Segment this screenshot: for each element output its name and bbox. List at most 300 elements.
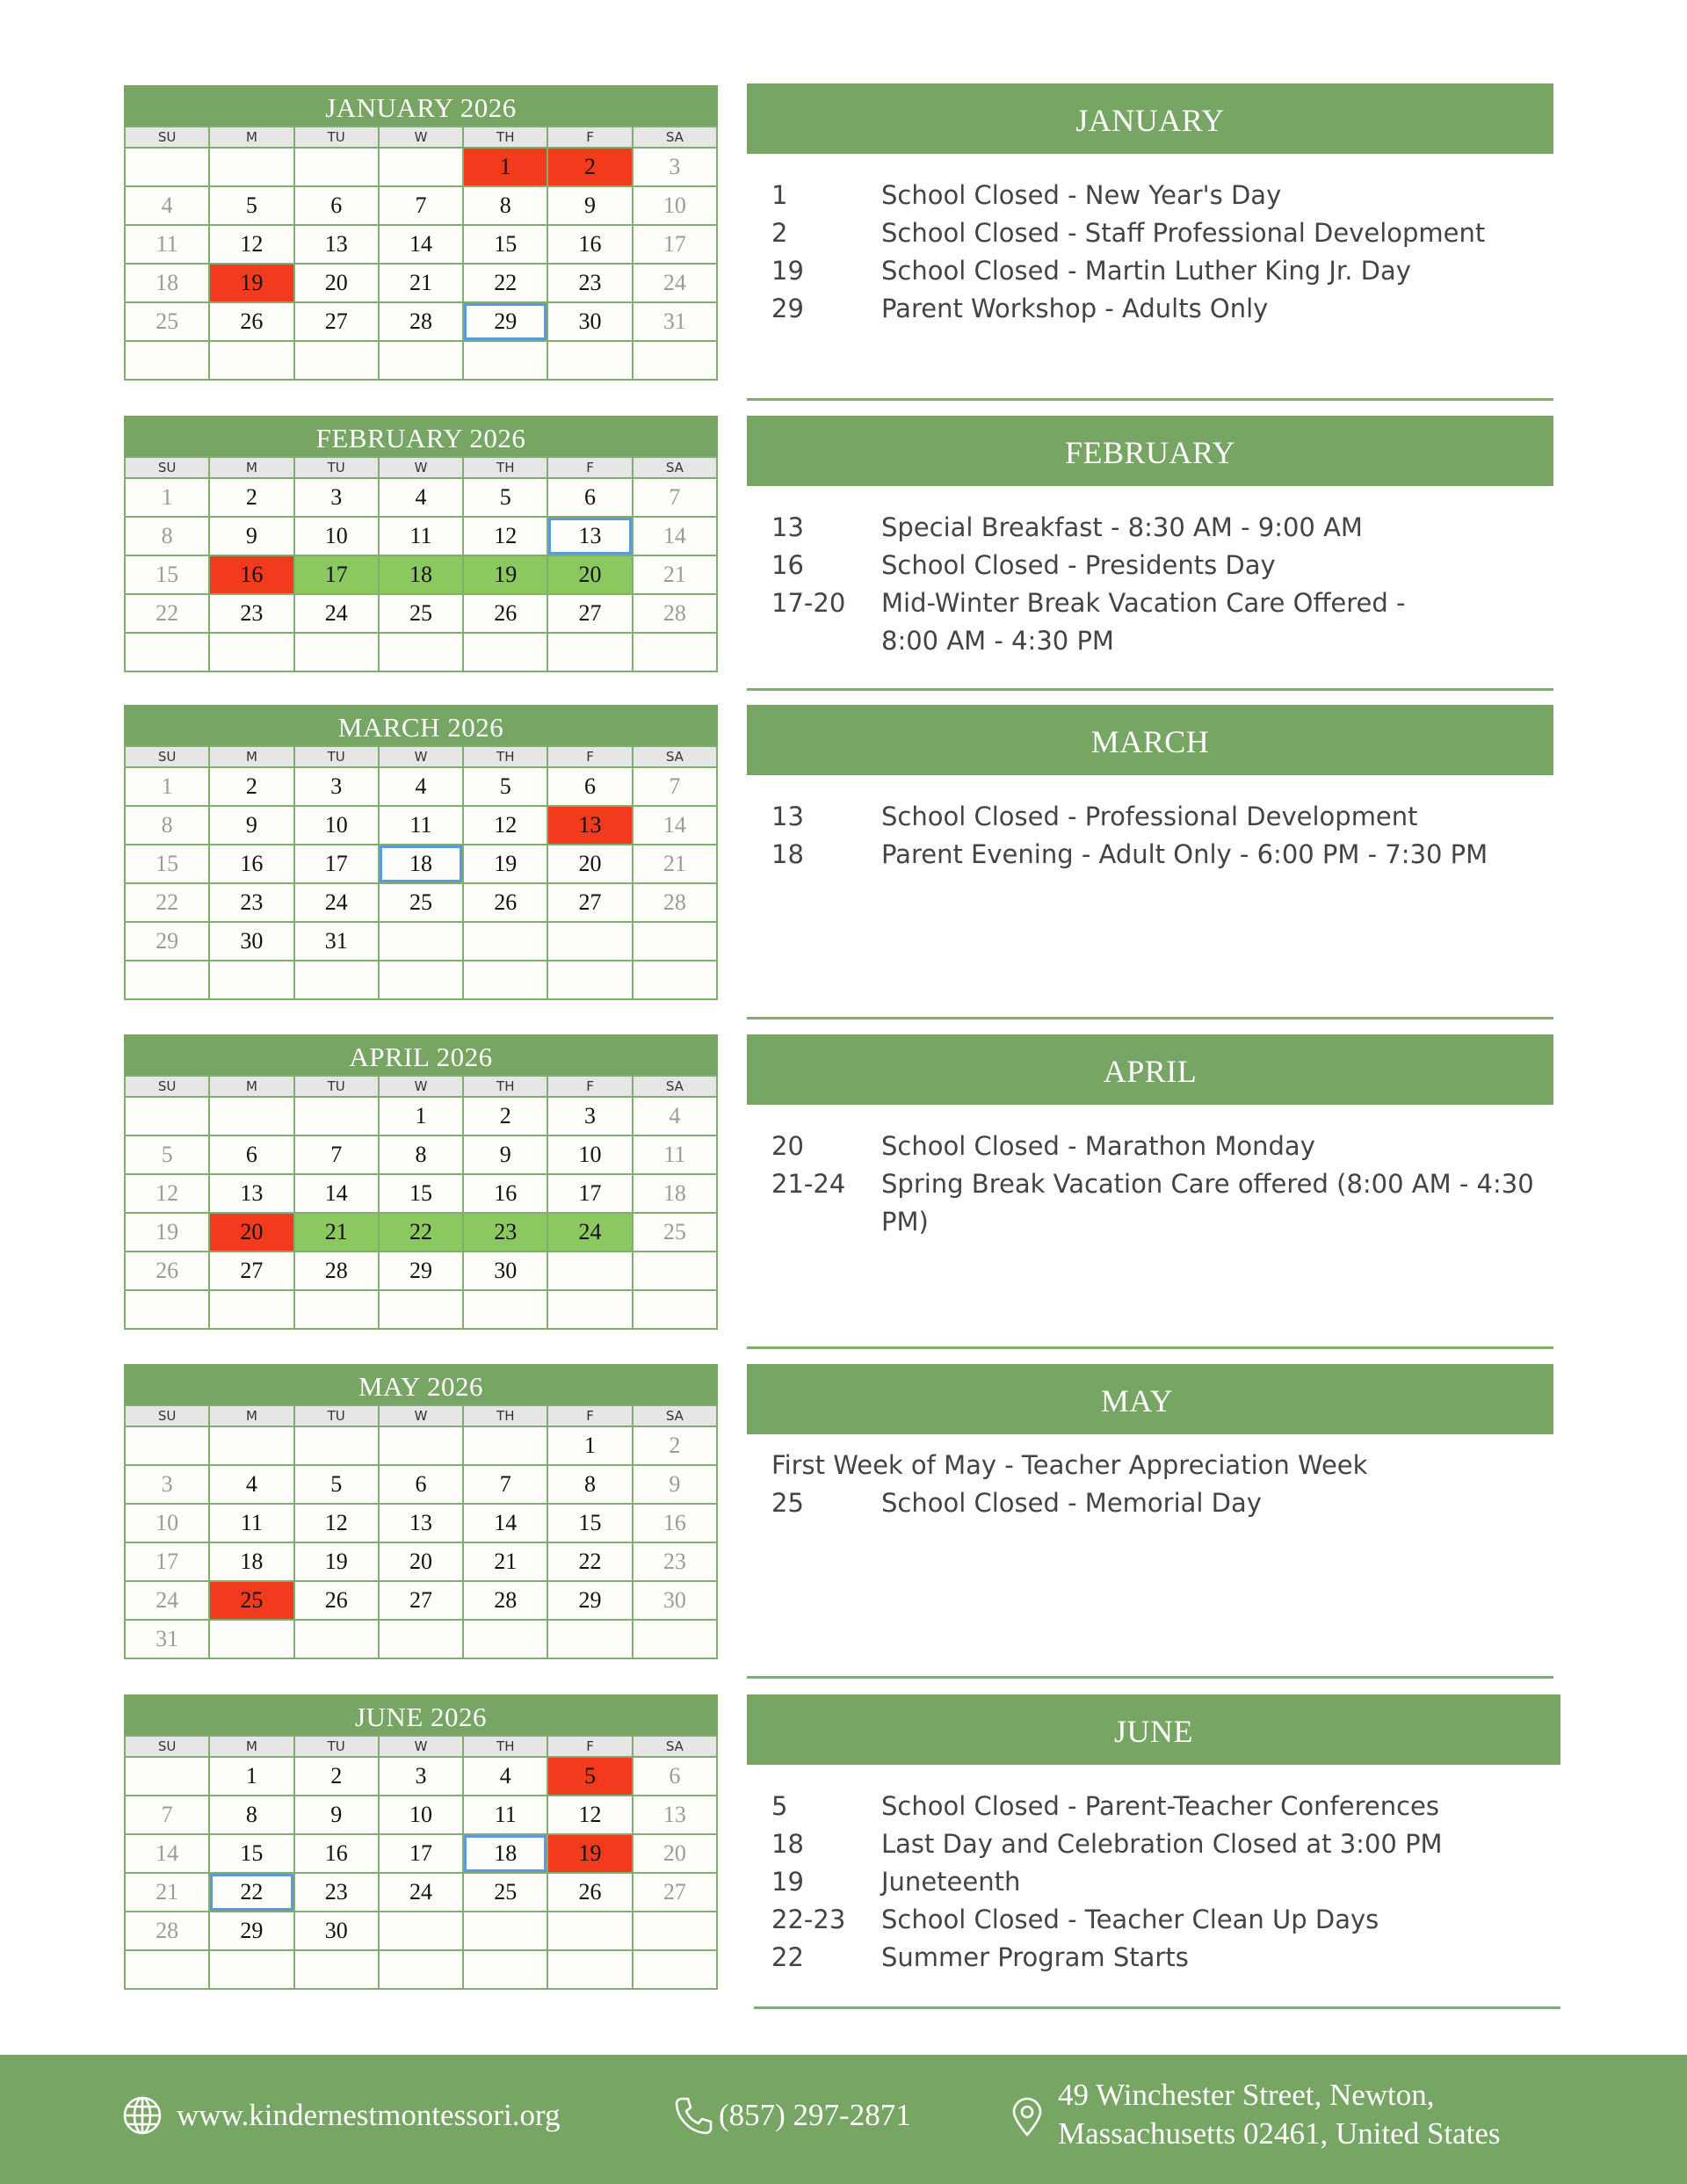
day-cell: 5: [125, 1136, 209, 1174]
week-row: [125, 1174, 717, 1213]
day-cell: 11: [379, 806, 463, 845]
calendar-january: [124, 85, 718, 381]
day-cell: 4: [633, 1097, 717, 1136]
week-row: [125, 148, 717, 186]
day-cell: [379, 1620, 463, 1658]
day-cell: 6: [547, 767, 632, 806]
weekday-header: F: [547, 1736, 632, 1757]
day-cell: 16: [209, 555, 293, 594]
day-cell: 15: [209, 1834, 293, 1873]
day-cell: 13: [209, 1174, 293, 1213]
week-row: [125, 1097, 717, 1136]
day-cell: 7: [633, 767, 717, 806]
day-cell: 11: [463, 1796, 547, 1834]
day-cell: 11: [125, 225, 209, 264]
day-cell: [209, 961, 293, 999]
day-cell: 1: [125, 767, 209, 806]
weekday-header: TH: [463, 1076, 547, 1097]
day-cell: 21: [463, 1542, 547, 1581]
event-date: 21-24: [771, 1169, 846, 1199]
day-cell: [547, 961, 632, 999]
week-row: [125, 1213, 717, 1252]
day-cell: 19: [294, 1542, 379, 1581]
weekday-header: W: [379, 1736, 463, 1757]
day-cell: 18: [379, 555, 463, 594]
day-cell: [125, 1950, 209, 1989]
day-cell: 2: [209, 767, 293, 806]
weekday-header: TU: [294, 127, 379, 148]
day-cell: 12: [125, 1174, 209, 1213]
day-cell: 15: [463, 225, 547, 264]
day-cell: 15: [547, 1504, 632, 1542]
day-cell: 26: [209, 302, 293, 341]
day-cell: 3: [294, 767, 379, 806]
event-text: School Closed - Memorial Day: [881, 1488, 1262, 1518]
day-cell: [294, 633, 379, 671]
day-cell: 30: [547, 302, 632, 341]
day-cell: 17: [379, 1834, 463, 1873]
day-cell: 31: [125, 1620, 209, 1658]
day-cell: 14: [379, 225, 463, 264]
day-cell: 31: [294, 922, 379, 961]
day-cell: 29: [547, 1581, 632, 1620]
day-cell: [463, 922, 547, 961]
week-row: [125, 478, 717, 517]
event-text: Last Day and Celebration Closed at 3:00 PM: [881, 1829, 1443, 1859]
day-cell: [633, 922, 717, 961]
weekday-header: SU: [125, 127, 209, 148]
weekday-header: SU: [125, 1076, 209, 1097]
day-cell: 26: [547, 1873, 632, 1912]
day-cell: 19: [463, 845, 547, 883]
day-cell: 2: [209, 478, 293, 517]
day-cell: [379, 341, 463, 380]
weekday-header: F: [547, 1405, 632, 1426]
day-cell: 2: [294, 1757, 379, 1796]
day-cell: 17: [633, 225, 717, 264]
day-cell: [379, 922, 463, 961]
day-cell: 19: [209, 264, 293, 302]
event-item: [771, 798, 1553, 836]
day-cell: 30: [294, 1912, 379, 1950]
footer-phone[interactable]: [673, 2095, 911, 2136]
day-cell: [547, 633, 632, 671]
weekday-header: SA: [633, 1736, 717, 1757]
event-item: [771, 252, 1553, 290]
day-cell: 26: [294, 1581, 379, 1620]
day-cell: 27: [633, 1873, 717, 1912]
event-date: 2: [771, 218, 788, 248]
day-cell: [209, 148, 293, 186]
events-title: JUNE: [747, 1694, 1560, 1765]
calendar-may: [124, 1364, 718, 1659]
day-cell: 5: [463, 478, 547, 517]
day-cell: 23: [209, 594, 293, 633]
day-cell: 24: [379, 1873, 463, 1912]
day-cell: 9: [209, 806, 293, 845]
footer-bar: [0, 2055, 1687, 2184]
day-cell: 3: [379, 1757, 463, 1796]
event-text: School Closed - New Year's Day: [881, 180, 1282, 210]
day-cell: 27: [294, 302, 379, 341]
event-item: [771, 1825, 1560, 1863]
event-date: 17-20: [771, 588, 846, 618]
footer-address: [1010, 2076, 1501, 2153]
event-text: School Closed - Parent-Teacher Conferences: [881, 1791, 1439, 1821]
day-cell: 20: [547, 555, 632, 594]
weekday-header: SU: [125, 1736, 209, 1757]
day-cell: 24: [294, 594, 379, 633]
day-cell: [209, 633, 293, 671]
event-date: 20: [771, 1131, 804, 1161]
week-row: [125, 1757, 717, 1796]
day-cell: 22: [125, 594, 209, 633]
event-text: Summer Program Starts: [881, 1942, 1189, 1972]
weekday-header: W: [379, 127, 463, 148]
day-cell: 26: [463, 594, 547, 633]
events-list: [747, 486, 1553, 660]
day-cell: [463, 1620, 547, 1658]
day-cell: 19: [463, 555, 547, 594]
day-cell: 3: [294, 478, 379, 517]
day-cell: 24: [547, 1213, 632, 1252]
weekday-header: M: [209, 1736, 293, 1757]
event-text: 8:00 AM - 4:30 PM: [881, 626, 1114, 656]
day-cell: 8: [125, 806, 209, 845]
day-cell: 11: [209, 1504, 293, 1542]
day-cell: [463, 1426, 547, 1465]
event-date: 18: [771, 1829, 804, 1859]
day-cell: [209, 1950, 293, 1989]
day-cell: [209, 1097, 293, 1136]
day-cell: 25: [379, 883, 463, 922]
day-cell: 12: [463, 806, 547, 845]
day-cell: [209, 1620, 293, 1658]
day-cell: [125, 1097, 209, 1136]
day-cell: 25: [463, 1873, 547, 1912]
day-cell: 20: [209, 1213, 293, 1252]
day-cell: 27: [379, 1581, 463, 1620]
weekday-header: SU: [125, 1405, 209, 1426]
event-item: [771, 1939, 1560, 1977]
events-title: JANUARY: [747, 83, 1553, 154]
day-cell: 6: [379, 1465, 463, 1504]
week-row: [125, 1620, 717, 1658]
week-row: [125, 555, 717, 594]
day-cell: 9: [209, 517, 293, 555]
footer-website[interactable]: [122, 2095, 560, 2136]
day-cell: [379, 148, 463, 186]
weekday-header: SU: [125, 457, 209, 478]
week-row: [125, 922, 717, 961]
day-cell: 25: [633, 1213, 717, 1252]
day-cell: 15: [125, 555, 209, 594]
weekday-header: TH: [463, 457, 547, 478]
day-cell: 7: [294, 1136, 379, 1174]
weekday-header: TH: [463, 1405, 547, 1426]
day-cell: 12: [547, 1796, 632, 1834]
calendar-march: [124, 705, 718, 1000]
day-cell: [547, 922, 632, 961]
day-cell: 23: [547, 264, 632, 302]
weekday-header: SA: [633, 1076, 717, 1097]
event-text: Spring Break Vacation Care offered (8:00 AM - 4:30 PM): [881, 1169, 1534, 1237]
day-cell: 1: [547, 1426, 632, 1465]
event-date: 13: [771, 512, 804, 542]
weekday-header: SU: [125, 746, 209, 767]
day-cell: 21: [633, 845, 717, 883]
event-text: Juneteenth: [881, 1867, 1021, 1897]
day-cell: [294, 1426, 379, 1465]
events-february: [747, 416, 1553, 691]
day-cell: 8: [209, 1796, 293, 1834]
day-cell: 20: [633, 1834, 717, 1873]
week-row: [125, 1581, 717, 1620]
day-cell: 19: [125, 1213, 209, 1252]
day-cell: 13: [547, 517, 632, 555]
event-item: [771, 290, 1553, 328]
weekday-header: SA: [633, 746, 717, 767]
day-cell: [633, 1912, 717, 1950]
day-cell: 18: [379, 845, 463, 883]
address-text: [1058, 2076, 1501, 2153]
day-cell: [125, 633, 209, 671]
day-cell: 21: [125, 1873, 209, 1912]
day-cell: [547, 1620, 632, 1658]
events-list: [747, 1105, 1553, 1241]
calendar-title: FEBRUARY 2026: [124, 416, 718, 456]
day-cell: 8: [379, 1136, 463, 1174]
day-cell: [294, 1290, 379, 1329]
event-date: 19: [771, 256, 804, 286]
events-january: [747, 83, 1553, 401]
day-cell: 23: [209, 883, 293, 922]
calendar-grid: [124, 1735, 718, 1990]
weekday-header: M: [209, 1076, 293, 1097]
day-cell: 23: [294, 1873, 379, 1912]
day-cell: 29: [379, 1252, 463, 1290]
day-cell: 30: [633, 1581, 717, 1620]
day-cell: [294, 1620, 379, 1658]
day-cell: 14: [633, 517, 717, 555]
day-cell: [463, 341, 547, 380]
week-row: [125, 1950, 717, 1989]
weekday-header: TU: [294, 1736, 379, 1757]
day-cell: 10: [125, 1504, 209, 1542]
day-cell: 13: [294, 225, 379, 264]
day-cell: [379, 1426, 463, 1465]
day-cell: [379, 961, 463, 999]
day-cell: 23: [633, 1542, 717, 1581]
event-text: First Week of May - Teacher Appreciation Week: [771, 1450, 1368, 1480]
day-cell: 22: [209, 1873, 293, 1912]
day-cell: 15: [125, 845, 209, 883]
calendar-april: [124, 1034, 718, 1330]
events-list: [747, 775, 1553, 874]
day-cell: [633, 961, 717, 999]
event-text: School Closed - Teacher Clean Up Days: [881, 1905, 1379, 1934]
phone-number[interactable]: (857) 297-2871: [719, 2098, 911, 2132]
week-row: [125, 767, 717, 806]
event-date: 13: [771, 802, 804, 831]
day-cell: [463, 1950, 547, 1989]
events-june: [754, 1694, 1560, 2009]
event-item: [771, 1447, 1553, 1484]
calendar-grid: [124, 456, 718, 672]
day-cell: [209, 1290, 293, 1329]
calendar-title: MARCH 2026: [124, 705, 718, 745]
week-row: [125, 1542, 717, 1581]
event-date: 5: [771, 1791, 788, 1821]
day-cell: 18: [463, 1834, 547, 1873]
day-cell: [379, 1912, 463, 1950]
day-cell: 18: [633, 1174, 717, 1213]
day-cell: 3: [633, 148, 717, 186]
week-row: [125, 1426, 717, 1465]
day-cell: 15: [379, 1174, 463, 1213]
weekday-header: TH: [463, 746, 547, 767]
events-list: [754, 1765, 1560, 1977]
weekday-header: W: [379, 457, 463, 478]
day-cell: 25: [379, 594, 463, 633]
day-cell: [547, 1912, 632, 1950]
day-cell: 23: [463, 1213, 547, 1252]
weekday-header: TU: [294, 457, 379, 478]
day-cell: 5: [547, 1757, 632, 1796]
event-text: School Closed - Presidents Day: [881, 550, 1276, 580]
day-cell: [547, 1290, 632, 1329]
event-text: School Closed - Professional Development: [881, 802, 1418, 831]
week-row: [125, 594, 717, 633]
day-cell: 13: [547, 806, 632, 845]
website-link[interactable]: www.kindernestmontessori.org: [177, 2098, 561, 2132]
day-cell: 9: [547, 186, 632, 225]
event-item: [771, 1788, 1560, 1825]
week-row: [125, 1504, 717, 1542]
events-title: MAY: [747, 1364, 1553, 1434]
week-row: [125, 633, 717, 671]
day-cell: [463, 1912, 547, 1950]
address-line-1: 49 Winchester Street, Newton,: [1058, 2078, 1435, 2112]
day-cell: 18: [125, 264, 209, 302]
event-item: [771, 836, 1553, 874]
weekday-header: F: [547, 127, 632, 148]
day-cell: 17: [294, 555, 379, 594]
week-row: [125, 1136, 717, 1174]
day-cell: 20: [379, 1542, 463, 1581]
day-cell: 29: [209, 1912, 293, 1950]
day-cell: [125, 1290, 209, 1329]
day-cell: 21: [294, 1213, 379, 1252]
day-cell: [463, 1290, 547, 1329]
day-cell: 8: [547, 1465, 632, 1504]
calendar-title: JANUARY 2026: [124, 85, 718, 126]
day-cell: 28: [463, 1581, 547, 1620]
weekday-header: TU: [294, 746, 379, 767]
day-cell: [294, 961, 379, 999]
event-date: 18: [771, 839, 804, 869]
event-text: School Closed - Staff Professional Development: [881, 218, 1486, 248]
weekday-header: M: [209, 746, 293, 767]
day-cell: 18: [209, 1542, 293, 1581]
day-cell: [547, 341, 632, 380]
weekday-header: F: [547, 746, 632, 767]
day-cell: 27: [209, 1252, 293, 1290]
day-cell: 11: [379, 517, 463, 555]
day-cell: [633, 1620, 717, 1658]
event-date: 16: [771, 550, 804, 580]
weekday-header: TH: [463, 127, 547, 148]
day-cell: 6: [633, 1757, 717, 1796]
day-cell: [633, 1290, 717, 1329]
day-cell: 28: [633, 594, 717, 633]
event-item: [771, 1901, 1560, 1939]
day-cell: 14: [463, 1504, 547, 1542]
day-cell: 17: [294, 845, 379, 883]
phone-icon: [673, 2095, 713, 2136]
day-cell: [125, 1426, 209, 1465]
day-cell: [294, 148, 379, 186]
day-cell: 16: [547, 225, 632, 264]
week-row: [125, 1252, 717, 1290]
events-title: FEBRUARY: [747, 416, 1553, 486]
day-cell: [633, 633, 717, 671]
day-cell: 31: [633, 302, 717, 341]
calendar-grid: [124, 1404, 718, 1659]
week-row: [125, 1465, 717, 1504]
day-cell: 4: [463, 1757, 547, 1796]
day-cell: 12: [463, 517, 547, 555]
day-cell: [125, 148, 209, 186]
event-date: 22-23: [771, 1905, 846, 1934]
day-cell: 26: [463, 883, 547, 922]
day-cell: [125, 961, 209, 999]
day-cell: 22: [463, 264, 547, 302]
week-row: [125, 302, 717, 341]
event-date: 25: [771, 1488, 804, 1518]
weekday-header: W: [379, 746, 463, 767]
day-cell: 4: [209, 1465, 293, 1504]
calendar-title: APRIL 2026: [124, 1034, 718, 1075]
day-cell: 1: [379, 1097, 463, 1136]
calendar-grid: [124, 1075, 718, 1330]
day-cell: [379, 633, 463, 671]
event-item: [771, 1484, 1553, 1522]
day-cell: 4: [379, 478, 463, 517]
day-cell: 16: [294, 1834, 379, 1873]
day-cell: [463, 633, 547, 671]
day-cell: 28: [294, 1252, 379, 1290]
event-item: [771, 622, 1553, 660]
week-row: [125, 883, 717, 922]
week-row: [125, 961, 717, 999]
day-cell: 9: [633, 1465, 717, 1504]
day-cell: 7: [125, 1796, 209, 1834]
day-cell: [294, 341, 379, 380]
calendar-title: JUNE 2026: [124, 1694, 718, 1735]
events-april: [747, 1034, 1553, 1349]
week-row: [125, 1834, 717, 1873]
day-cell: 6: [209, 1136, 293, 1174]
day-cell: 22: [125, 883, 209, 922]
day-cell: 3: [547, 1097, 632, 1136]
globe-icon: [122, 2095, 163, 2136]
day-cell: 2: [633, 1426, 717, 1465]
event-date: 29: [771, 294, 804, 323]
day-cell: 5: [209, 186, 293, 225]
weekday-header: SA: [633, 127, 717, 148]
events-title: APRIL: [747, 1034, 1553, 1105]
